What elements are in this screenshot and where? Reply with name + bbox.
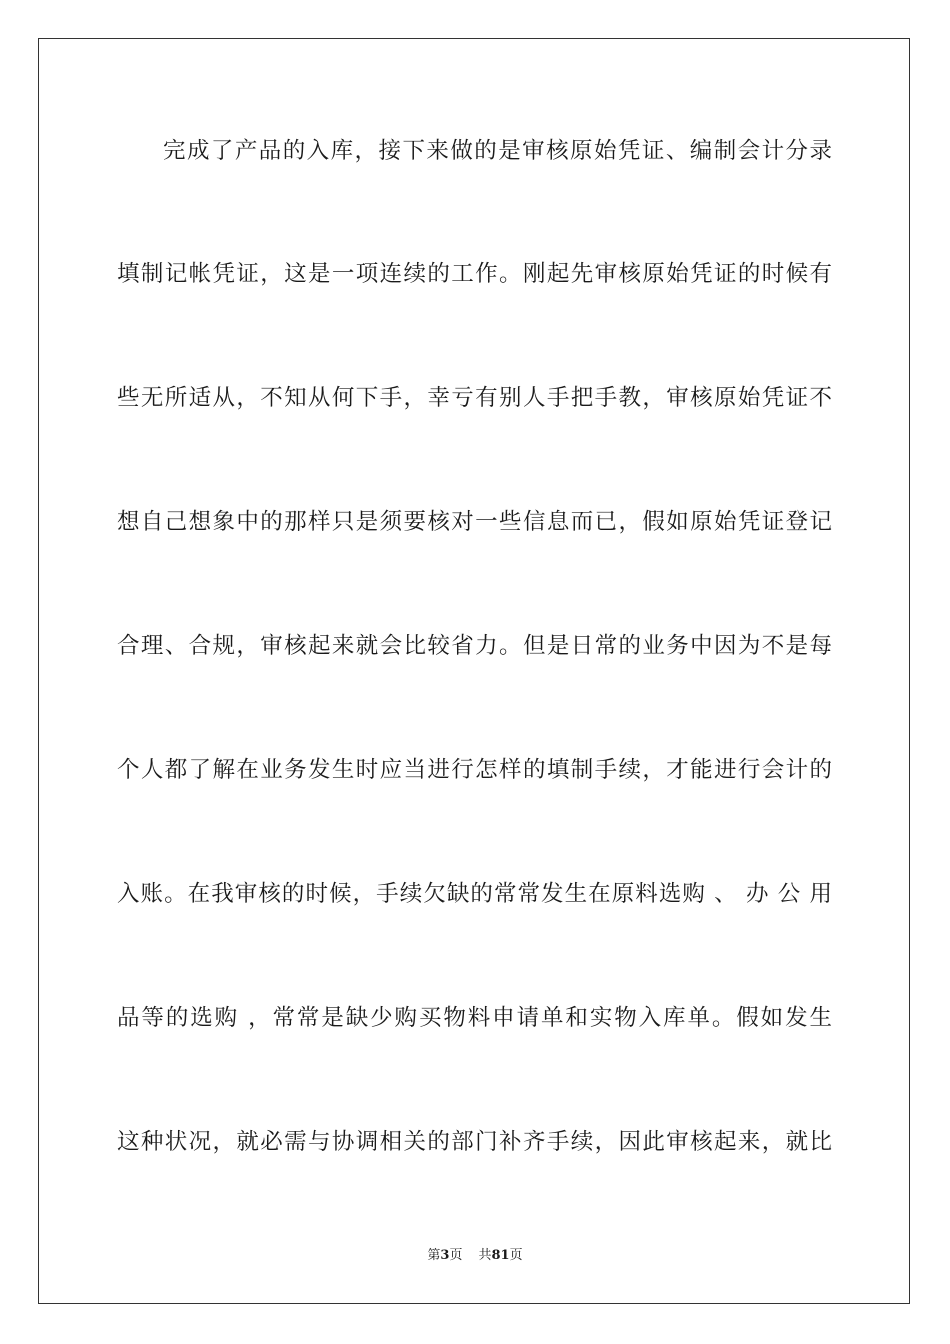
page-suffix: 页 [449,1248,463,1263]
paragraph-line: 填制记帐凭证，这是一项连续的工作。刚起先审核原始凭证的时候有 [117,261,832,287]
total-prefix: 共 [478,1248,492,1263]
total-pages-number: 81 [491,1248,510,1263]
paragraph-line: 入账。在我审核的时候，手续欠缺的常常发生在原料选购 、 办 公 用 [117,881,832,907]
paragraph-line: 想自己想象中的那样只是须要核对一些信息而已，假如原始凭证登记 [117,509,832,535]
total-suffix: 页 [509,1248,523,1263]
page-prefix: 第 [427,1248,441,1263]
paragraph-line: 品等的选购 ，常常是缺少购买物料申请单和实物入库单。假如发生 [117,1005,832,1031]
paragraph-line: 这种状况，就必需与协调相关的部门补齐手续，因此审核起来，就比 [117,1129,832,1155]
paragraph-line: 个人都了解在业务发生时应当进行怎样的填制手续，才能进行会计的 [117,757,832,783]
paragraph-line: 些无所适从，不知从何下手，幸亏有别人手把手教，审核原始凭证不 [117,385,832,411]
current-page-number: 3 [440,1248,450,1263]
page-footer [0,1247,950,1265]
paragraph-line: 完成了产品的入库，接下来做的是审核原始凭证、编制会计分录 [163,138,832,164]
page-border [38,38,910,1304]
paragraph-line: 合理、合规，审核起来就会比较省力。但是日常的业务中因为不是每 [117,633,832,659]
